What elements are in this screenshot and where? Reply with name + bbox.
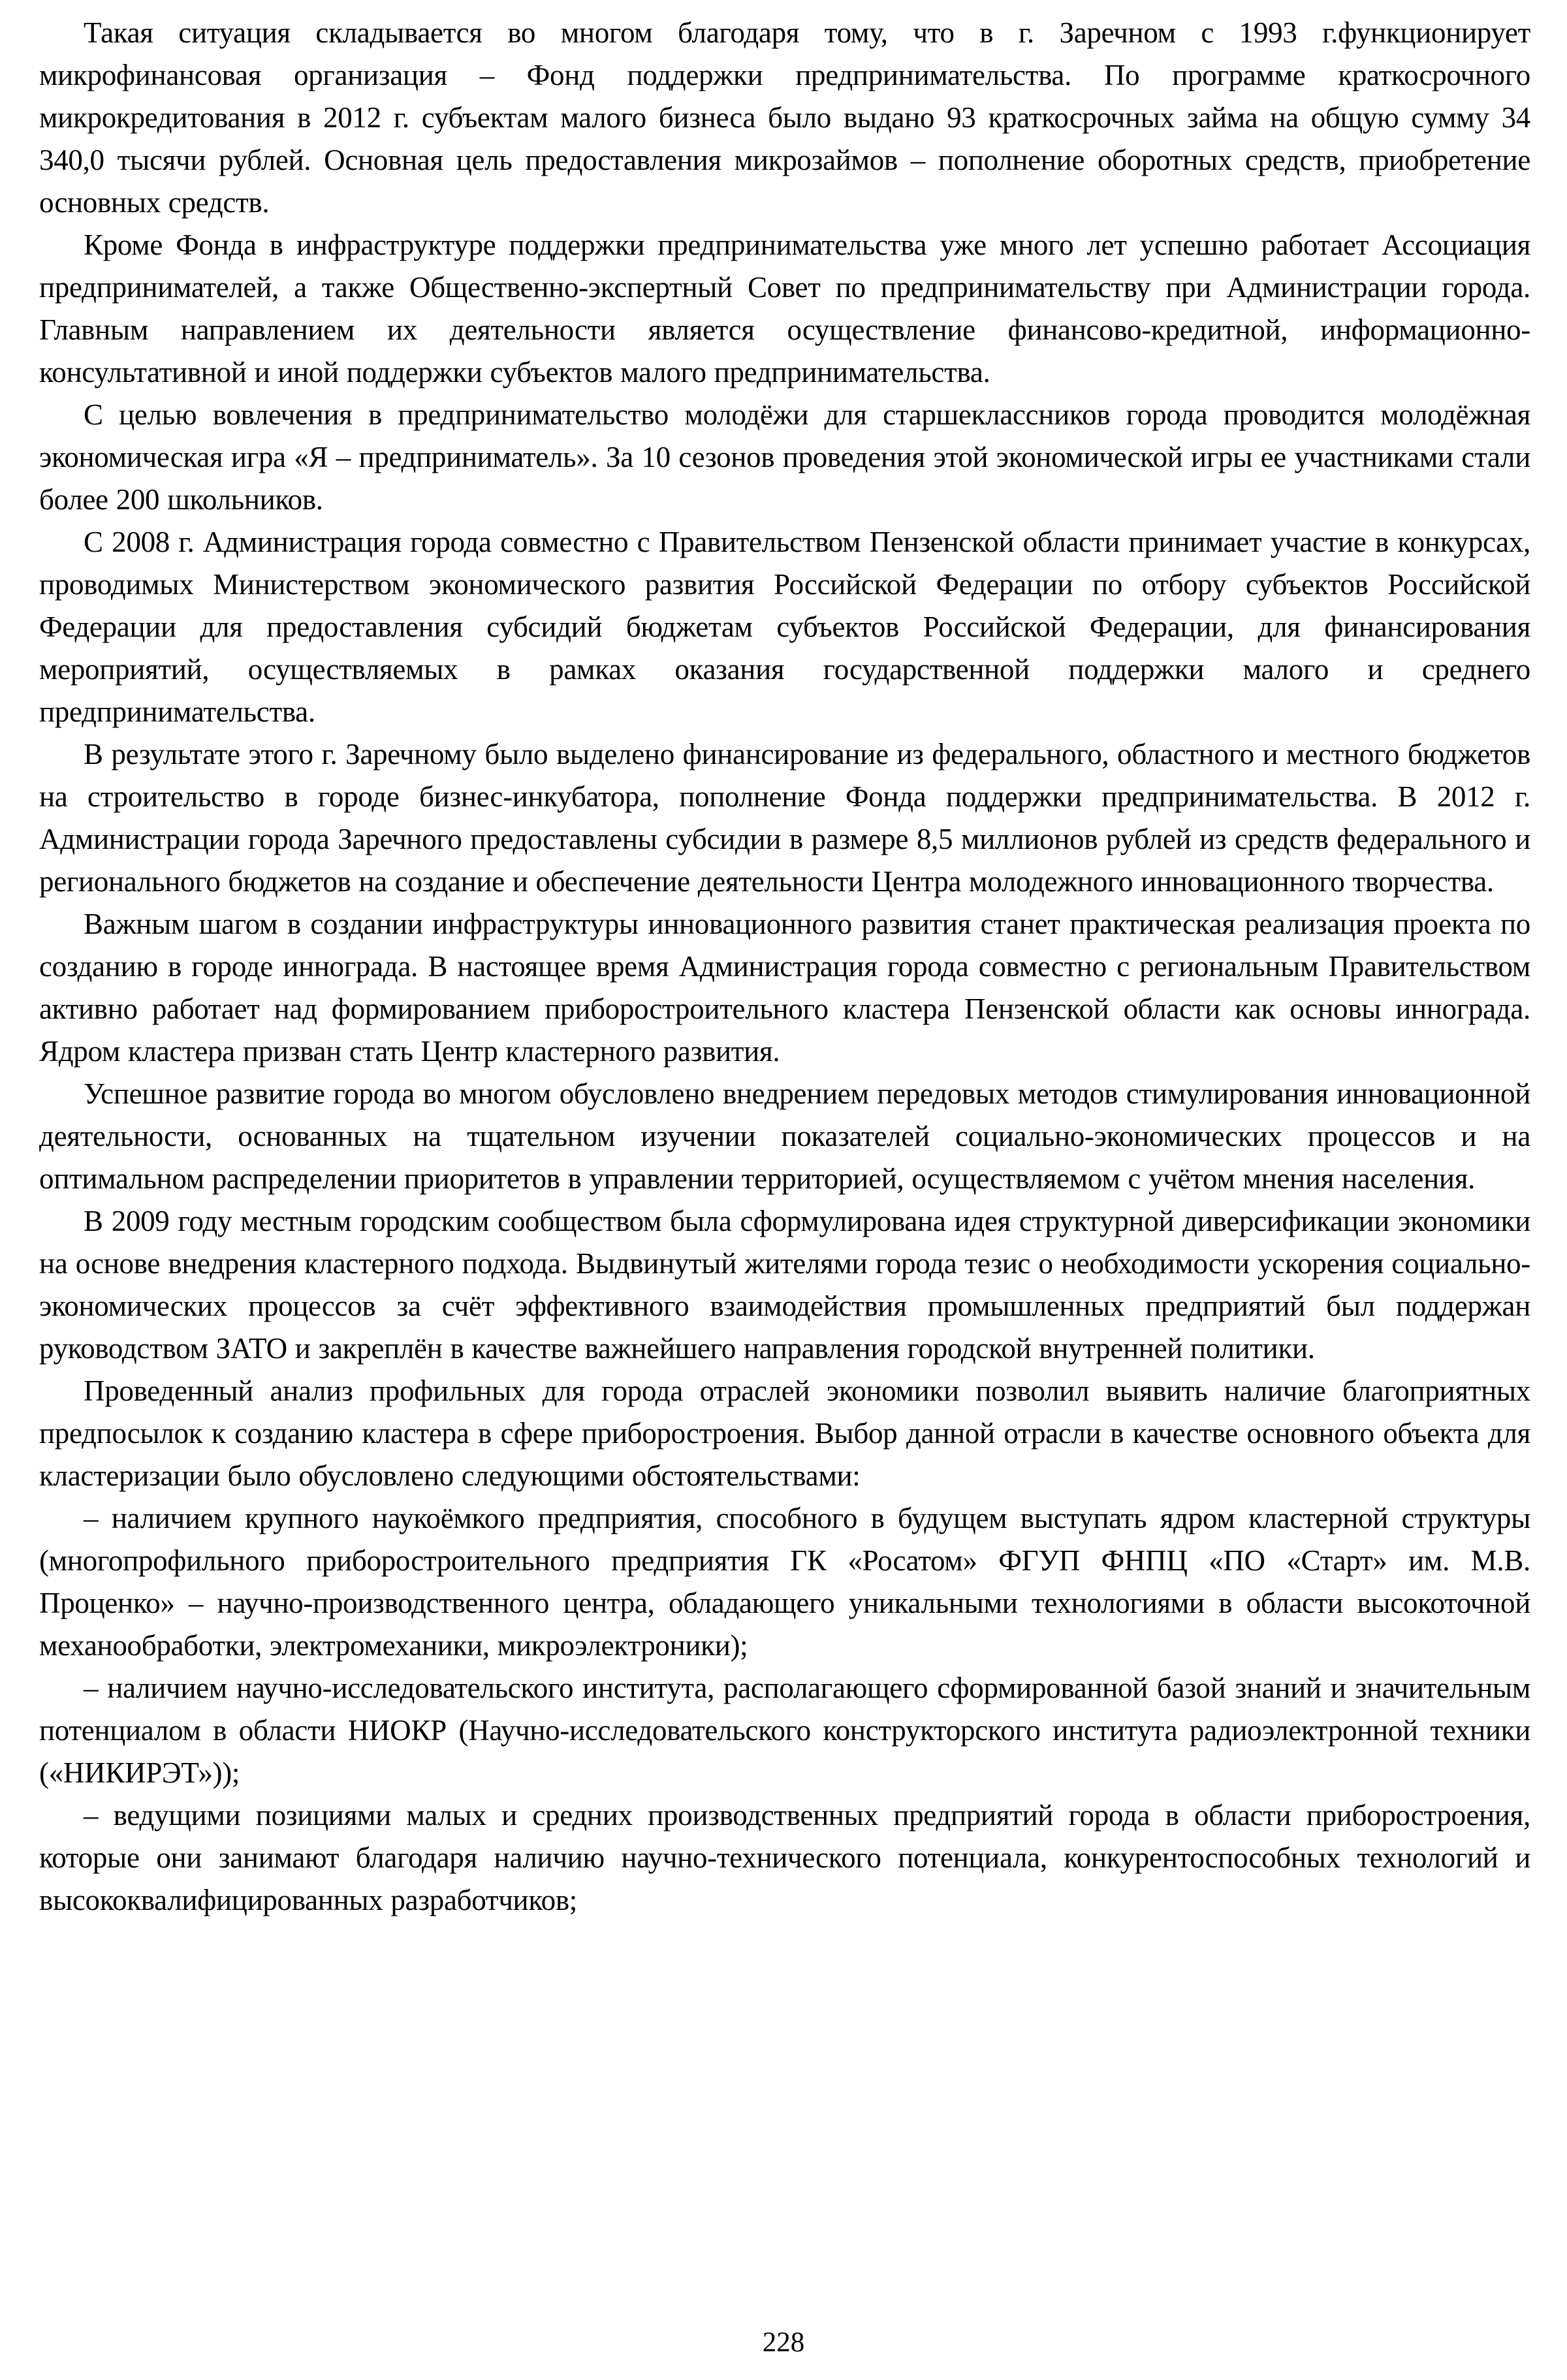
body-paragraph: Проведенный анализ профильных для города отраслей экономики позволил выявить наличие благоприятных предпосылок к созданию кластера в сфере приборостроения. Выбор данной отрасли в качестве основного объекта для кластеризации было обусловлено следующими обстоятельствами: (39, 1374, 1530, 1492)
body-paragraph: Успешное развитие города во многом обусловлено внедрением передовых методов стимулирования инновационной деятельности, основанных на тщательном изучении показателей социально-экономических процессов и на оптимальном распределении приоритетов в управлении территорией, осуществляемом с учётом мнения населения. (39, 1077, 1530, 1195)
body-paragraph: Кроме Фонда в инфраструктуре поддержки предпринимательства уже много лет успешно работает Ассоциация предпринимателей, а также Общественно-экспертный Совет по предпринимательству при Администрации города. Главным направлением их деятельности является осуществление финансово-кредитной, информационно-консультативной и иной поддержки субъектов малого предпринимательства. (39, 229, 1530, 389)
bullet-paragraph: – ведущими позициями малых и средних производственных предприятий города в области приборостроения, которые они занимают благодаря наличию научно-технического потенциала, конкурентоспособных технологий и высококвалифицированных разработчиков; (39, 1799, 1530, 1916)
body-paragraph: С целью вовлечения в предпринимательство молодёжи для старшеклассников города проводится молодёжная экономическая игра «Я – предприниматель». За 10 сезонов проведения этой экономической игры ее участниками стали более 200 школьников. (39, 398, 1530, 516)
bullet-paragraph: – наличием крупного наукоёмкого предприятия, способного в будущем выступать ядром кластерной структуры (многопрофильного приборостроительного предприятия ГК «Росатом» ФГУП ФНПЦ «ПО «Старт» им. М.В. Проценко» – научно-производственного центра, обладающего уникальными технологиями в области высокоточной механообработки, электромеханики, микроэлектроники); (39, 1502, 1530, 1662)
body-paragraph: С 2008 г. Администрация города совместно с Правительством Пензенской области принимает участие в конкурсах, проводимых Министерством экономического развития Российской Федерации по отбору субъектов Российской Федерации для предоставления субсидий бюджетам субъектов Российской Федерации, для финансирования мероприятий, осуществляемых в рамках оказания государственной поддержки малого и среднего предпринимательства. (39, 526, 1530, 728)
body-paragraph: Такая ситуация складывается во многом благодаря тому, что в г. Заречном с 1993 г.функционирует микрофинансовая организация – Фонд поддержки предпринимательства. По программе краткосрочного микрокредитования в 2012 г. субъектам малого бизнеса было выдано 93 краткосрочных займа на общую сумму 34 340,0 тысячи рублей. Основная цель предоставления микрозаймов – пополнение оборотных средств, приобретение основных средств. (39, 16, 1530, 219)
body-paragraph: Важным шагом в создании инфраструктуры инновационного развития станет практическая реализация проекта по созданию в городе иннограда. В настоящее время Администрация города совместно с региональным Правительством активно работает над формированием приборостроительного кластера Пензенской области как основы иннограда. Ядром кластера призван стать Центр кластерного развития. (39, 908, 1530, 1068)
bullet-paragraph: – наличием научно-исследовательского института, располагающего сформированной базой знаний и значительным потенциалом в области НИОКР (Научно-исследовательского конструкторского института радиоэлектронной техники («НИКИРЭТ»)); (39, 1672, 1530, 1789)
body-paragraph: В 2009 году местным городским сообществом была сформулирована идея структурной диверсификации экономики на основе внедрения кластерного подхода. Выдвинутый жителями города тезис о необходимости ускорения социально-экономических процессов за счёт эффективного взаимодействия промышленных предприятий был поддержан руководством ЗАТО и закреплён в качестве важнейшего направления городской внутренней политики. (39, 1205, 1530, 1365)
body-paragraph: В результате этого г. Заречному было выделено финансирование из федерального, областного и местного бюджетов на строительство в городе бизнес-инкубатора, пополнение Фонда поддержки предпринимательства. В 2012 г. Администрации города Заречного предоставлены субсидии в размере 8,5 миллионов рублей из средств федерального и регионального бюджетов на создание и обеспечение деятельности Центра молодежного инновационного творчества. (39, 738, 1530, 898)
page-number: 228 (762, 2327, 805, 2358)
